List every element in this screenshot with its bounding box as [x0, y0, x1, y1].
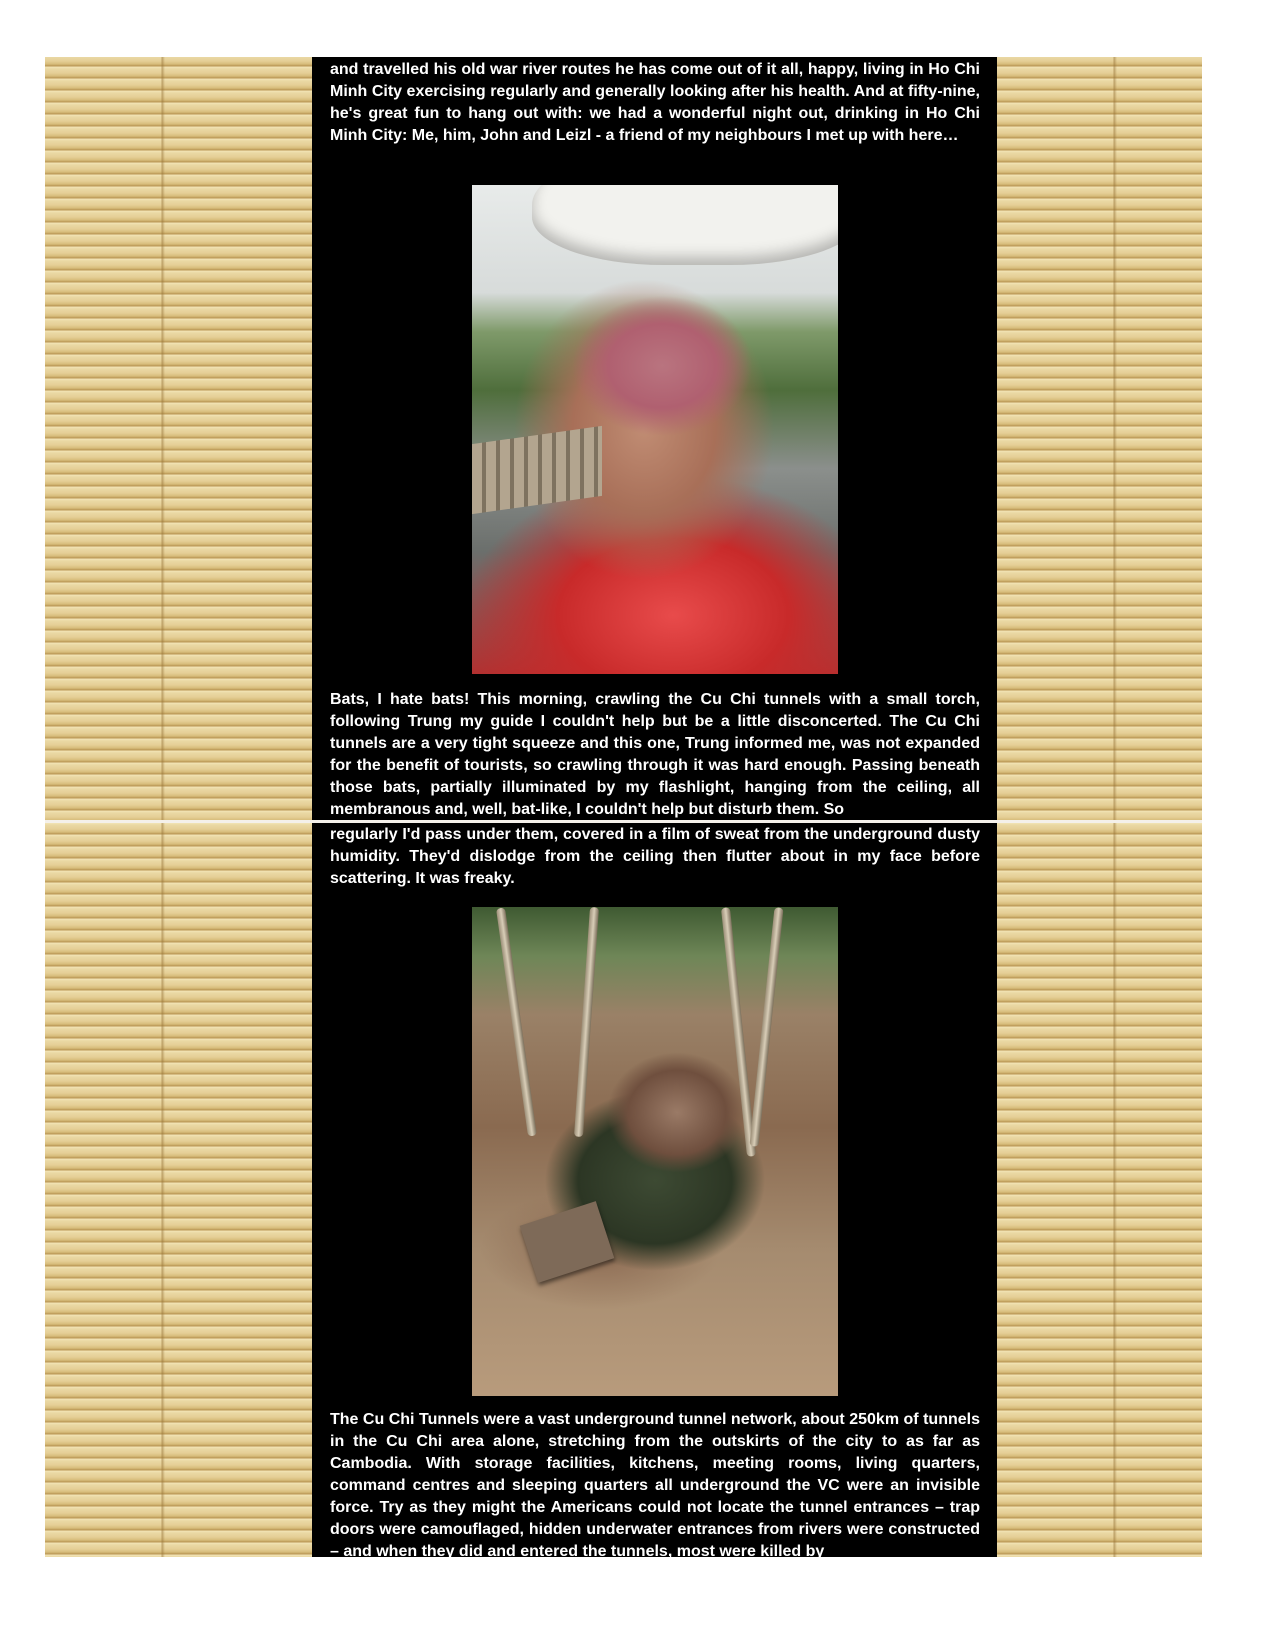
photo-man-in-bandana: [472, 185, 838, 674]
tree-trunk: [574, 907, 599, 1137]
bamboo-background-right: [997, 57, 1202, 1557]
tree-trunk: [496, 907, 537, 1136]
tree-trunk: [721, 907, 756, 1157]
page-seam: [45, 820, 1202, 823]
paragraph-intro-end: and travelled his old war river routes he has come out of it all, happy, living in Ho Chi Minh City exercising regularly and generally looking after his health. And at fifty-nine, he's great fun to hang out with: we had a wonderful night out, drinking in Ho Chi Minh City: Me, him, John and Leizl - a friend of my neighbours I met up with here…: [330, 61, 980, 144]
paragraph-bats-part2: regularly I'd pass under them, covered in a film of sweat from the underground dusty humidity. They'd dislodge from the ceiling then flutter about in my face before scattering. It was freaky.: [330, 826, 980, 887]
bench-shape: [472, 426, 602, 514]
umbrella-shape: [532, 185, 838, 265]
photo-man-in-tunnel: [472, 907, 838, 1396]
tree-trunk: [749, 907, 783, 1147]
tunnel-hatch: [520, 1201, 615, 1283]
bamboo-background-left: [45, 57, 312, 1557]
paragraph-bats-part1: Bats, I hate bats! This morning, crawling the Cu Chi tunnels with a small torch, following Trung my guide I couldn't help but be a little disconcerted. The Cu Chi tunnels are a very tight squeeze and this one, Trung informed me, was not expanded for the benefit of tourists, so crawling through it was hard enough. Passing beneath those bats, partially illuminated by my flashlight, hanging from the ceiling, all membranous and, well, bat-like, I couldn't help but disturb them. So: [330, 691, 980, 818]
paragraph-tunnels: The Cu Chi Tunnels were a vast underground tunnel network, about 250km of tunnels in the Cu Chi area alone, stretching from the outskirts of the city to as far as Cambodia. With storage facilities, kitchens, meeting rooms, living quarters, command centres and sleeping quarters all underground the VC were an invisible force. Try as they might the Americans could not locate the tunnel entrances – trap doors were camouflaged, hidden underwater entrances from rivers were constructed – and when they did and entered the tunnels, most were killed by: [330, 1411, 980, 1560]
